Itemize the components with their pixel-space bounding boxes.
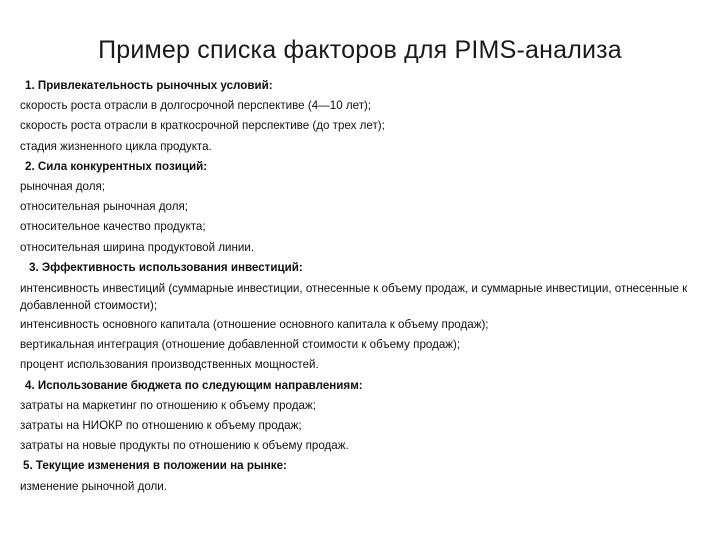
list-item: интенсивность инвестиций (суммарные инвестиции, отнесенные к объему продаж, и суммарные инвестиции, отнесенные к добавленной стоимости); [20,282,688,313]
list-item: затраты на маркетинг по отношению к объему продаж; [20,398,316,412]
list-item: относительная ширина продуктовой линии. [20,240,255,254]
section-heading-investment-efficiency: 3. Эффективность использования инвестиций: [29,260,303,274]
list-item: затраты на новые продукты по отношению к объему продаж. [20,439,349,453]
list-item: интенсивность основного капитала (отношение основного капитала к объему продаж); [20,318,489,332]
slide-title: Пример списка факторов для PIMS-анализа [98,36,622,64]
list-item: рыночная доля; [20,180,105,194]
list-item: относительная рыночная доля; [20,200,189,214]
list-item: затраты на НИОКР по отношению к объему продаж; [20,419,302,433]
section-heading-competitive-position: 2. Сила конкурентных позиций: [25,159,208,173]
section-heading-market-attractiveness: 1. Привлекательность рыночных условий: [25,79,273,92]
list-item: скорость роста отрасли в краткосрочной перспективе (до трех лет); [20,119,385,133]
section-heading-budget-use: 4. Использование бюджета по следующим направлениям: [25,378,363,392]
list-item: стадия жизненного цикла продукта. [20,139,212,153]
list-item: вертикальная интеграция (отношение добавленной стоимости к объему продаж); [20,338,461,352]
list-item: относительное качество продукта; [20,220,206,234]
section-heading-market-changes: 5. Текущие изменения в положении на рынке: [23,459,287,473]
list-item: процент использования производственных мощностей. [20,358,319,372]
list-item: изменение рыночной доли. [20,479,167,493]
list-item: скорость роста отрасли в долгосрочной перспективе (4—10 лет); [20,99,372,113]
factor-list [20,76,700,497]
